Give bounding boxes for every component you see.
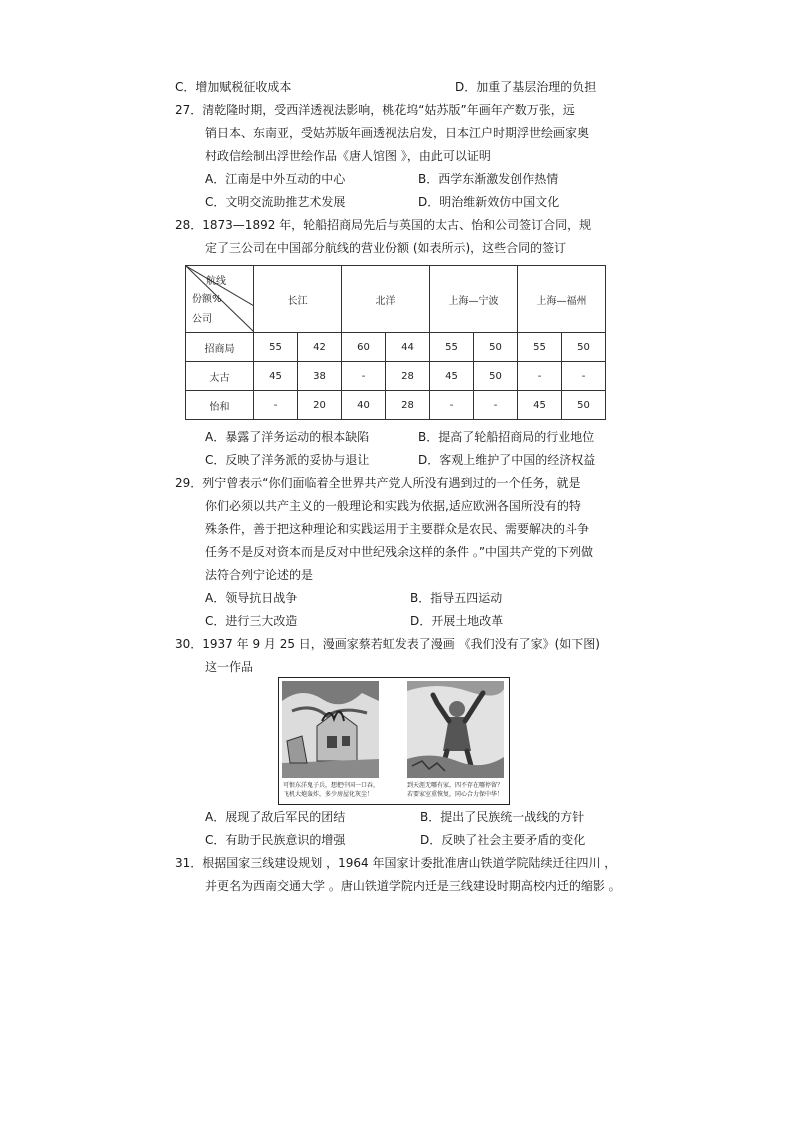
corner-label-share: 份额% bbox=[192, 294, 222, 305]
cartoon-image bbox=[278, 677, 510, 805]
share-cell: 45 bbox=[254, 362, 298, 391]
cartoon-caption-right: 若要家室重恢复，同心合力保中华！ bbox=[407, 791, 504, 798]
share-cell: 45 bbox=[518, 391, 562, 420]
q31-stem-line-1: 31．根据国家三线建设规划 ，1964 年国家计委批准唐山铁道学院陆续迁往四川 ， bbox=[175, 856, 617, 870]
q29-stem-line-2: 你们必须以共产主义的一般理论和实践为依据,适应欧洲各国所没有的特 bbox=[205, 499, 581, 513]
share-cell: - bbox=[474, 391, 518, 420]
company-cell: 怡和 bbox=[186, 391, 254, 420]
share-cell: 50 bbox=[474, 333, 518, 362]
share-cell: 44 bbox=[386, 333, 430, 362]
q26-option-d: D．加重了基层治理的负担 bbox=[455, 80, 597, 94]
corner-label-company: 公司 bbox=[192, 314, 212, 325]
share-cell: 20 bbox=[298, 391, 342, 420]
share-cell: 42 bbox=[298, 333, 342, 362]
table-row bbox=[186, 391, 606, 420]
q30-option-a: A．展现了敌后军民的团结 bbox=[205, 810, 346, 824]
share-cell: - bbox=[562, 362, 606, 391]
q28-stem-line-1: 28．1873—1892 年，轮船招商局先后与英国的太古、怡和公司签订合同，规 bbox=[175, 218, 592, 232]
q29-stem-line-4: 任务不是反对资本而是反对中世纪残余这样的条件 。”中国共产党的下列做 bbox=[205, 545, 594, 559]
q27-stem-line-2: 销日本、东南亚，受姑苏版年画透视法启发，日本江户时期浮世绘画家奥 bbox=[205, 126, 590, 140]
q26-option-c: C．增加赋税征收成本 bbox=[175, 80, 292, 94]
q28-option-b: B．提高了轮船招商局的行业地位 bbox=[418, 430, 595, 444]
q27-option-a: A．江南是中外互动的中心 bbox=[205, 172, 346, 186]
share-cell: 38 bbox=[298, 362, 342, 391]
share-cell: 40 bbox=[342, 391, 386, 420]
cartoon-caption-right: 到天涯无哪有家，四不存在哪停留？ bbox=[407, 782, 504, 789]
q28-stem-line-2: 定了三公司在中国部分航线的营业份额 (如表所示)，这些合同的签订 bbox=[205, 241, 567, 255]
q27-stem-line-1: 27．清乾隆时期，受西洋透视法影响，桃花坞“姑苏版”年画年产数万张，远 bbox=[175, 103, 575, 117]
company-cell: 招商局 bbox=[186, 333, 254, 362]
q29-stem-line-5: 法符合列宁论述的是 bbox=[205, 568, 314, 582]
route-header: 北洋 bbox=[342, 266, 430, 333]
q30-option-b: B．提出了民族统一战线的方针 bbox=[420, 810, 585, 824]
share-cell: 50 bbox=[474, 362, 518, 391]
cartoon-caption-left: 可恨东洋鬼子兵，想把中国一口吞， bbox=[283, 782, 380, 789]
q27-stem-line-3: 村政信绘制出浮世绘作品《唐人馆图 》，由此可以证明 bbox=[205, 149, 491, 163]
share-cell: 55 bbox=[430, 333, 474, 362]
q31-stem-line-2: 并更名为西南交通大学 。唐山铁道学院内迁是三线建设时期高校内迁的缩影 。 bbox=[205, 879, 621, 893]
q30-stem-line-1: 30．1937 年 9 月 25 日，漫画家蔡若虹发表了漫画 《我们没有了家》(如下图) bbox=[175, 637, 600, 651]
q30-stem-line-2: 这一作品 bbox=[205, 660, 254, 674]
table-row bbox=[186, 362, 606, 391]
route-header: 上海—福州 bbox=[518, 266, 606, 333]
q30-option-d: D．反映了社会主要矛盾的变化 bbox=[420, 833, 586, 847]
share-cell: 45 bbox=[430, 362, 474, 391]
share-cell: - bbox=[430, 391, 474, 420]
q28-option-a: A．暴露了洋务运动的根本缺陷 bbox=[205, 430, 370, 444]
share-cell: 50 bbox=[562, 333, 606, 362]
q29-stem-line-1: 29．列宁曾表示“你们面临着全世界共产党人所没有遇到过的一个任务，就是 bbox=[175, 476, 581, 490]
share-cell: - bbox=[254, 391, 298, 420]
share-cell: - bbox=[342, 362, 386, 391]
table-row bbox=[186, 333, 606, 362]
company-cell: 太古 bbox=[186, 362, 254, 391]
share-cell: 28 bbox=[386, 362, 430, 391]
cartoon-caption-left: 飞机大炮轰炸，多少房屋化灰尘！ bbox=[283, 791, 374, 798]
share-cell: - bbox=[518, 362, 562, 391]
q27-option-c: C．文明交流助推艺术发展 bbox=[205, 195, 346, 209]
corner-label-route: 航线 bbox=[206, 276, 226, 287]
cartoon-panel-raised-fist bbox=[407, 681, 504, 778]
q29-option-d: D．开展土地改革 bbox=[410, 614, 504, 628]
table-corner-header bbox=[186, 266, 254, 333]
route-header: 长江 bbox=[254, 266, 342, 333]
q30-option-c: C．有助于民族意识的增强 bbox=[205, 833, 346, 847]
q27-option-b: B．西学东渐激发创作热情 bbox=[418, 172, 559, 186]
shipping-share-table bbox=[185, 265, 606, 420]
q29-option-b: B．指导五四运动 bbox=[410, 591, 503, 605]
share-cell: 55 bbox=[518, 333, 562, 362]
share-cell: 55 bbox=[254, 333, 298, 362]
cartoon-panel-burning-house bbox=[282, 681, 379, 778]
q28-option-c: C．反映了洋务派的妥协与退让 bbox=[205, 453, 370, 467]
share-cell: 28 bbox=[386, 391, 430, 420]
q29-option-c: C．进行三大改造 bbox=[205, 614, 298, 628]
q28-option-d: D．客观上维护了中国的经济权益 bbox=[418, 453, 596, 467]
q29-stem-line-3: 殊条件，善于把这种理论和实践运用于主要群众是农民、需要解决的斗争 bbox=[205, 522, 590, 536]
q27-option-d: D．明治维新效仿中国文化 bbox=[418, 195, 560, 209]
share-cell: 50 bbox=[562, 391, 606, 420]
share-cell: 60 bbox=[342, 333, 386, 362]
q29-option-a: A．领导抗日战争 bbox=[205, 591, 298, 605]
route-header: 上海—宁波 bbox=[430, 266, 518, 333]
